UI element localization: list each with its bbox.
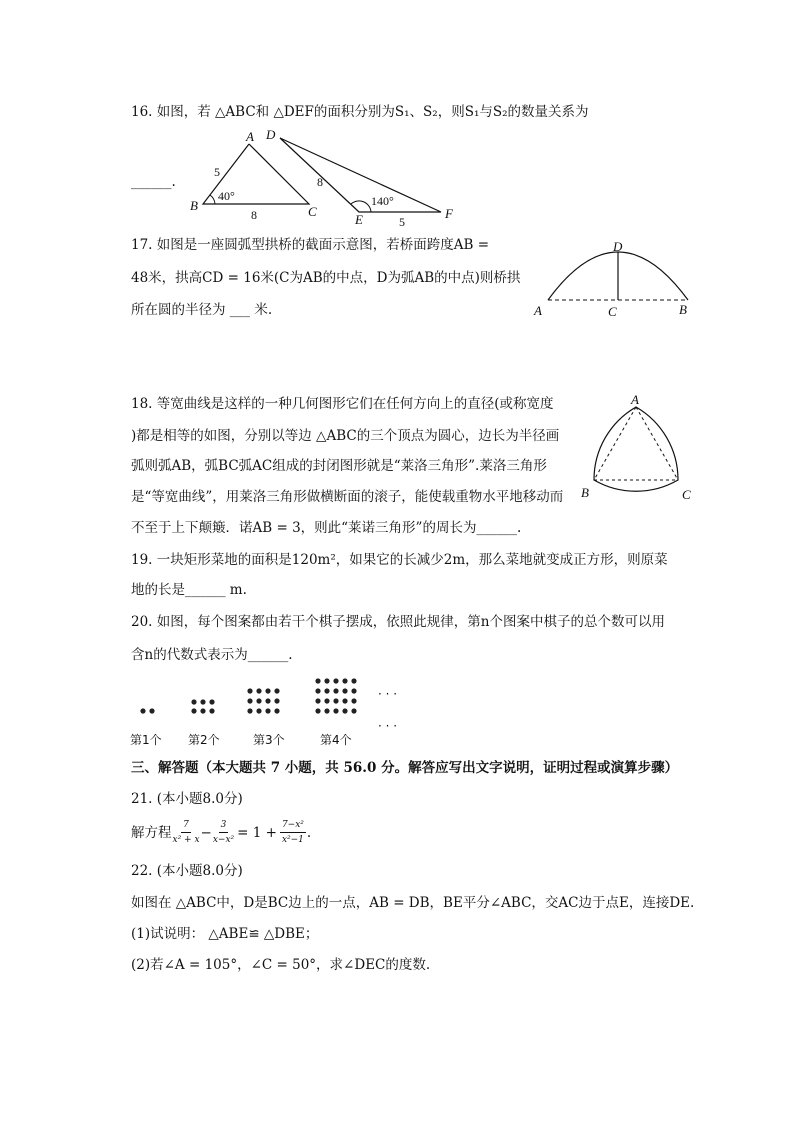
q20-chess-piece bbox=[351, 688, 356, 693]
q22-line3: (2)若∠A = 105°，∠C = 50°，求∠DEC的度数. bbox=[131, 957, 431, 973]
q18-line2: )都是相等的如图，分别以等边 △ABC的三个顶点为圆心，边长为半径画 bbox=[131, 428, 560, 444]
q20-chess-piece bbox=[265, 688, 270, 693]
q16-side-de: 8 bbox=[317, 175, 323, 189]
q22-line2: (1)试说明： △ABE≌ △DBE； bbox=[131, 926, 319, 942]
q20-line1: 20. 如图，每个图案都由若干个棋子摆成，依照此规律，第n个图案中棋子的总个数可以用 bbox=[131, 614, 665, 630]
q18-line4: 是“等宽曲线”，用莱洛三角形做横断面的滚子，能使载重物水平地移动而 bbox=[131, 489, 564, 505]
q20-chess-piece bbox=[265, 708, 270, 713]
q21-fraction-2 bbox=[213, 818, 234, 847]
q17-label-C: C bbox=[608, 304, 617, 319]
q21-header: 21. (本小题8.0分) bbox=[131, 791, 243, 807]
q17-line3: 所在圆的半径为 ___ 米. bbox=[131, 302, 273, 318]
q16-line1: 16. 如图，若 △ABC和 △DEF的面积分别为S₁、S₂，则S₁与S₂的数量关系为 bbox=[131, 104, 589, 120]
q20-chess-piece bbox=[351, 708, 356, 713]
q20-chess-piece bbox=[315, 688, 320, 693]
q20-chess-piece bbox=[351, 678, 356, 683]
q21-equation bbox=[131, 818, 311, 847]
q20-chess-piece bbox=[256, 688, 261, 693]
q20-chess-piece bbox=[200, 708, 205, 713]
q21-f1-den: x² + x bbox=[172, 835, 200, 845]
q20-chess-piece bbox=[274, 688, 279, 693]
q20-chess-piece bbox=[315, 708, 320, 713]
q20-chess-piece bbox=[315, 678, 320, 683]
q16-side-bc: 8 bbox=[251, 208, 257, 222]
q17-arch-bridge-figure bbox=[528, 238, 698, 322]
q16-angle-b: 40° bbox=[218, 189, 235, 203]
q20-chess-piece bbox=[333, 678, 338, 683]
q20-caption-1: 第1个 bbox=[130, 733, 162, 747]
q20-caption-2: 第2个 bbox=[188, 733, 220, 747]
q17-label-A: A bbox=[534, 303, 542, 318]
q21-minus: − bbox=[200, 824, 212, 841]
q20-chess-piece bbox=[315, 698, 320, 703]
q21-end: . bbox=[306, 824, 312, 841]
q18-line5: 不至于上下颠簸．诺AB = 3，则此“莱诺三角形”的周长为______. bbox=[131, 520, 522, 536]
q17-label-B: B bbox=[679, 302, 687, 317]
q20-line2: 含n的代数式表示为______. bbox=[131, 647, 293, 663]
q20-chess-piece bbox=[333, 688, 338, 693]
q21-prefix: 解方程 bbox=[131, 824, 172, 841]
q21-f2-num: 3 bbox=[219, 818, 229, 833]
q17-line1: 17. 如图是一座圆弧型拱桥的截面示意图，若桥面跨度AB = bbox=[131, 237, 490, 253]
q21-f1-num: 7 bbox=[181, 818, 191, 833]
q20-chess-piece bbox=[274, 708, 279, 713]
q20-chess-piece bbox=[247, 698, 252, 703]
q21-fraction-3 bbox=[280, 818, 306, 847]
q20-chess-piece bbox=[342, 698, 347, 703]
q20-chess-piece bbox=[333, 698, 338, 703]
q20-chess-piece bbox=[342, 688, 347, 693]
q21-f2-den: x−x² bbox=[212, 835, 235, 845]
q20-chess-piece bbox=[324, 688, 329, 693]
q20-chess-piece bbox=[324, 698, 329, 703]
q22-line1: 如图在 △ABC中，D是BC边上的一点，AB = DB，BE平分∠ABC，交AC边于点E，连接DE. bbox=[131, 895, 695, 911]
q20-chess-piece bbox=[333, 708, 338, 713]
q21-f3-den: x²−1 bbox=[281, 835, 304, 845]
q20-chess-piece bbox=[209, 708, 214, 713]
q20-chess-piece bbox=[342, 678, 347, 683]
q20-chess-piece bbox=[274, 698, 279, 703]
q20-pattern1-piece bbox=[149, 708, 154, 713]
q16-label-E: E bbox=[355, 212, 363, 226]
q20-ellipsis-lower: · · · bbox=[378, 719, 398, 733]
q16-triangles-figure bbox=[185, 124, 465, 226]
q20-caption-3: 第3个 bbox=[253, 733, 285, 747]
q22-header: 22. (本小题8.0分) bbox=[131, 863, 243, 879]
q21-f3-num: 7−x² bbox=[280, 818, 306, 833]
q20-chess-piece bbox=[247, 688, 252, 693]
q16-side-ab: 5 bbox=[214, 165, 220, 179]
q21-equals: = 1 + bbox=[237, 824, 277, 841]
q20-chess-piece bbox=[324, 708, 329, 713]
q18-label-B: B bbox=[581, 485, 589, 500]
q16-label-A: A bbox=[246, 129, 254, 144]
q16-label-D: D bbox=[266, 127, 276, 142]
q16-side-ef: 5 bbox=[399, 215, 405, 226]
q18-label-C: C bbox=[682, 487, 691, 502]
q20-chess-piece bbox=[209, 699, 214, 704]
q20-chess-piece bbox=[256, 708, 261, 713]
q21-fraction-1 bbox=[173, 818, 200, 847]
section3-heading: 三、解答题（本大题共 7 小题，共 56.0 分。解答应写出文字说明，证明过程或演算步骤） bbox=[131, 760, 679, 776]
q20-chess-piece bbox=[247, 708, 252, 713]
q17-line2: 48米，拱高CD = 16米(C为AB的中点，D为弧AB的中点)则桥拱 bbox=[131, 270, 521, 286]
q20-chess-piece bbox=[265, 698, 270, 703]
q20-pattern1-piece bbox=[140, 708, 145, 713]
q20-chess-piece bbox=[351, 698, 356, 703]
q16-label-F: F bbox=[445, 206, 453, 221]
q20-chess-piece bbox=[200, 699, 205, 704]
q16-angle-e: 140° bbox=[371, 194, 394, 208]
q18-line1: 18. 等宽曲线是这样的一种几何图形它们在任何方向上的直径(或称宽度 bbox=[131, 396, 554, 412]
q18-reuleaux-triangle-figure bbox=[578, 392, 698, 508]
q17-label-D: D bbox=[613, 239, 623, 254]
q20-chess-piece bbox=[342, 708, 347, 713]
q20-caption-4: 第4个 bbox=[320, 733, 352, 747]
q19-line1: 19. 一块矩形菜地的面积是120m²，如果它的长减少2m，那么菜地就变成正方形，则原菜 bbox=[131, 552, 668, 568]
q20-ellipsis: · · · bbox=[378, 687, 398, 701]
q16-label-B: B bbox=[190, 198, 198, 213]
q18-label-A: A bbox=[631, 392, 639, 407]
q18-line3: 弧则弧AB，弧BC弧AC组成的封闭图形就是“莱洛三角形”.莱洛三角形 bbox=[131, 458, 547, 474]
q20-chess-piece bbox=[324, 678, 329, 683]
q20-chess-piece bbox=[191, 699, 196, 704]
q19-line2: 地的长是______ m. bbox=[131, 582, 247, 598]
q16-label-C: C bbox=[308, 204, 317, 219]
q20-checker-pattern-figure bbox=[128, 676, 418, 748]
q20-chess-piece bbox=[256, 698, 261, 703]
q16-line2: ______. bbox=[131, 174, 176, 190]
q20-chess-piece bbox=[191, 708, 196, 713]
